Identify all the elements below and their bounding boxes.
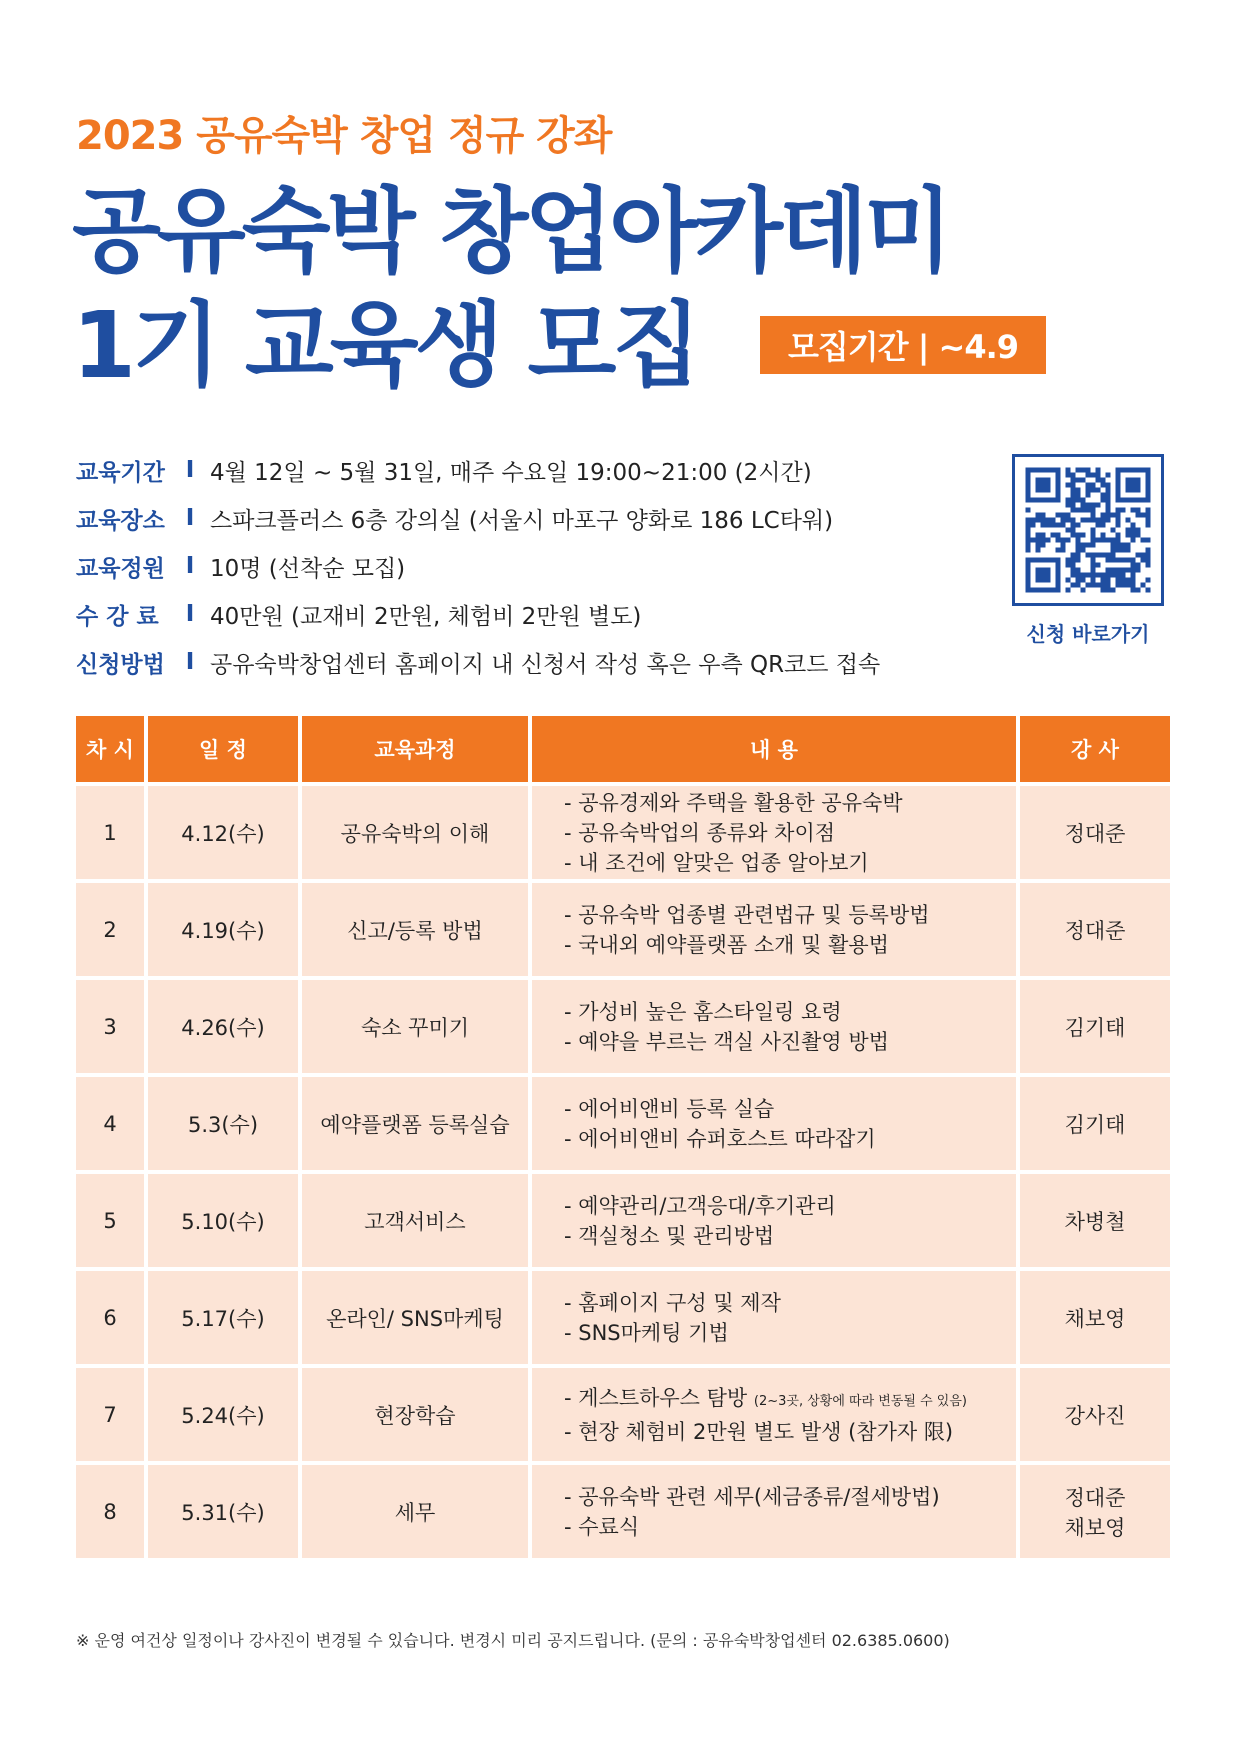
footnote: ※ 운영 여건상 일정이나 강사진이 변경될 수 있습니다. 변경시 미리 공지드립니다. (문의 : 공유숙박창업센터 02.6385.0600) — [76, 1631, 950, 1650]
instructor-name: 김기태 — [1064, 1112, 1126, 1137]
course-name: 온라인/ SNS마케팅 — [302, 1271, 528, 1364]
info-value: 10명 (선착순 모집) — [210, 555, 406, 582]
session-date: 4.19(수) — [148, 883, 298, 976]
info-value: 4월 12일 ~ 5월 31일, 매주 수요일 19:00~21:00 (2시간) — [210, 459, 812, 486]
content-line — [564, 1191, 1016, 1221]
course-name: 현장학습 — [302, 1368, 528, 1461]
table-header-row — [76, 716, 1170, 782]
event-subtitle: 2023 공유숙박 창업 정규 강좌 — [76, 113, 612, 159]
content-line — [564, 1512, 1016, 1542]
info-value: 공유숙박창업센터 홈페이지 내 신청서 작성 혹은 우측 QR코드 접속 — [210, 651, 881, 678]
instructor — [1020, 1368, 1170, 1461]
table-row — [76, 883, 1170, 976]
instructor-name: 정대준 — [1064, 918, 1126, 943]
content-line-text: - 홈페이지 구성 및 제작 — [564, 1290, 781, 1315]
info-separator: I — [185, 553, 195, 579]
course-content — [532, 1465, 1016, 1558]
info-label: 수 강 료 — [76, 603, 159, 630]
header-course: 교육과정 — [302, 716, 528, 782]
session-date: 5.17(수) — [148, 1271, 298, 1364]
session-number: 5 — [76, 1174, 144, 1267]
table-row — [76, 1465, 1170, 1558]
schedule-table — [72, 712, 1174, 1562]
qr-code-icon[interactable] — [1012, 454, 1164, 606]
course-content — [532, 1271, 1016, 1364]
table-row — [76, 786, 1170, 879]
course-name: 공유숙박의 이해 — [302, 786, 528, 879]
content-line — [564, 1383, 1016, 1417]
info-separator: I — [185, 601, 195, 627]
content-line-text: - 예약을 부르는 객실 사진촬영 방법 — [564, 1029, 889, 1054]
session-number: 1 — [76, 786, 144, 879]
header-content: 내 용 — [532, 716, 1016, 782]
content-line — [564, 1288, 1016, 1318]
content-line — [564, 788, 1016, 818]
info-row-fee — [76, 590, 976, 638]
course-content — [532, 1368, 1016, 1461]
qr-code-graphic — [1015, 457, 1161, 603]
header-date: 일 정 — [148, 716, 298, 782]
table-row — [76, 1271, 1170, 1364]
content-line-text: - 수료식 — [564, 1514, 640, 1539]
content-line-text: - 현장 체험비 2만원 별도 발생 (참가자 限) — [564, 1419, 954, 1444]
info-value: 스파크플러스 6층 강의실 (서울시 마포구 양화로 186 LC타워) — [210, 507, 834, 534]
table-row — [76, 1174, 1170, 1267]
content-line-text: - 예약관리/고객응대/후기관리 — [564, 1193, 836, 1218]
instructor-name: 김기태 — [1064, 1015, 1126, 1040]
info-label: 신청방법 — [76, 651, 165, 678]
content-line-text: - 에어비앤비 슈퍼호스트 따라잡기 — [564, 1126, 876, 1151]
instructor — [1020, 1271, 1170, 1364]
content-note: (2~3곳, 상황에 따라 변동될 수 있음) — [753, 1393, 967, 1409]
content-line — [564, 848, 1016, 878]
content-line-text: - SNS마케팅 기법 — [564, 1320, 729, 1345]
content-line-text: - 내 조건에 알맞은 업종 알아보기 — [564, 850, 869, 875]
session-date: 5.3(수) — [148, 1077, 298, 1170]
info-label: 교육장소 — [76, 507, 165, 534]
instructor — [1020, 1174, 1170, 1267]
session-number: 2 — [76, 883, 144, 976]
content-line — [564, 818, 1016, 848]
recruitment-period-badge: 모집기간 | ~4.9 — [760, 316, 1046, 374]
instructor-name: 강사진 — [1064, 1403, 1126, 1428]
content-line — [564, 900, 1016, 930]
instructor — [1020, 786, 1170, 879]
info-label: 교육기간 — [76, 459, 165, 486]
content-line-text: - 공유숙박업의 종류와 차이점 — [564, 820, 836, 845]
course-content — [532, 1174, 1016, 1267]
course-name: 숙소 꾸미기 — [302, 980, 528, 1073]
table-row — [76, 1368, 1170, 1461]
instructor-name: 채보영 — [1064, 1515, 1126, 1540]
instructor-name: 정대준 — [1064, 1485, 1126, 1510]
course-content — [532, 980, 1016, 1073]
session-date: 5.10(수) — [148, 1174, 298, 1267]
session-date: 5.24(수) — [148, 1368, 298, 1461]
instructor-name: 채보영 — [1064, 1306, 1126, 1331]
session-number: 4 — [76, 1077, 144, 1170]
instructor-name: 정대준 — [1064, 821, 1126, 846]
course-name: 고객서비스 — [302, 1174, 528, 1267]
course-content — [532, 883, 1016, 976]
session-date: 5.31(수) — [148, 1465, 298, 1558]
info-row-application — [76, 638, 976, 686]
session-number: 8 — [76, 1465, 144, 1558]
course-content — [532, 1077, 1016, 1170]
session-number: 7 — [76, 1368, 144, 1461]
info-list — [76, 446, 976, 686]
session-date: 4.26(수) — [148, 980, 298, 1073]
info-separator: I — [185, 505, 195, 531]
info-separator: I — [185, 649, 195, 675]
content-line-text: - 공유숙박 업종별 관련법규 및 등록방법 — [564, 902, 930, 927]
course-content — [532, 786, 1016, 879]
content-line-text: - 에어비앤비 등록 실습 — [564, 1096, 775, 1121]
main-title-line2: 1기 교육생 모집 — [72, 292, 698, 399]
header-session: 차 시 — [76, 716, 144, 782]
course-name: 예약플랫폼 등록실습 — [302, 1077, 528, 1170]
content-line — [564, 1318, 1016, 1348]
instructor-name: 차병철 — [1064, 1209, 1126, 1234]
content-line — [564, 997, 1016, 1027]
info-row-capacity — [76, 542, 976, 590]
content-line-text: - 공유숙박 관련 세무(세금종류/절세방법) — [564, 1484, 940, 1509]
content-line — [564, 1221, 1016, 1251]
content-line — [564, 1124, 1016, 1154]
info-label: 교육정원 — [76, 555, 165, 582]
header-instructor: 강 사 — [1020, 716, 1170, 782]
instructor — [1020, 883, 1170, 976]
content-line — [564, 1482, 1016, 1512]
info-separator: I — [185, 457, 195, 483]
info-value: 40만원 (교재비 2만원, 체험비 2만원 별도) — [210, 603, 642, 630]
session-date: 4.12(수) — [148, 786, 298, 879]
instructor — [1020, 1077, 1170, 1170]
content-line-text: - 게스트하우스 탐방 — [564, 1385, 748, 1410]
course-name: 세무 — [302, 1465, 528, 1558]
instructor — [1020, 980, 1170, 1073]
session-number: 6 — [76, 1271, 144, 1364]
main-title-line1: 공유숙박 창업아카데미 — [72, 178, 949, 285]
qr-apply-link[interactable]: 신청 바로가기 — [1026, 622, 1150, 646]
content-line — [564, 1094, 1016, 1124]
content-line-text: - 공유경제와 주택을 활용한 공유숙박 — [564, 790, 903, 815]
content-line-text: - 가성비 높은 홈스타일링 요령 — [564, 999, 842, 1024]
info-row-period — [76, 446, 976, 494]
content-line — [564, 930, 1016, 960]
table-row — [76, 980, 1170, 1073]
content-line — [564, 1027, 1016, 1057]
content-line-text: - 객실청소 및 관리방법 — [564, 1223, 775, 1248]
content-line — [564, 1417, 1016, 1447]
instructor — [1020, 1465, 1170, 1558]
content-line-text: - 국내외 예약플랫폼 소개 및 활용법 — [564, 932, 889, 957]
info-row-location — [76, 494, 976, 542]
course-name: 신고/등록 방법 — [302, 883, 528, 976]
session-number: 3 — [76, 980, 144, 1073]
table-row — [76, 1077, 1170, 1170]
